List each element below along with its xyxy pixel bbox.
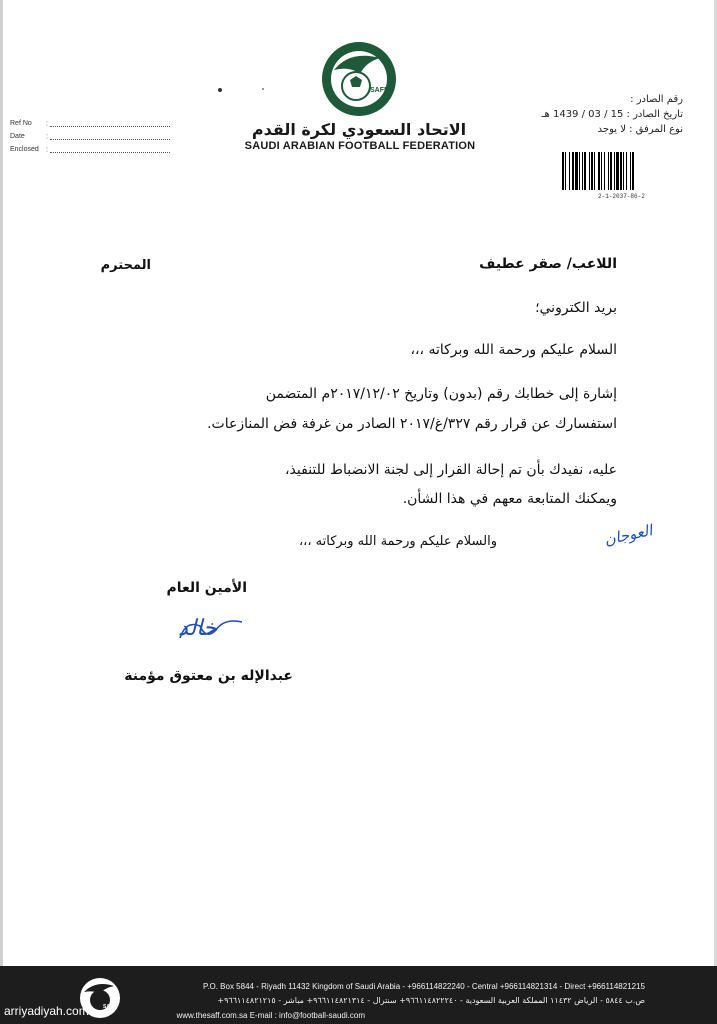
barcode-number: 2-1-2037-86-2 <box>598 193 645 200</box>
enclosed-label: Enclosed <box>10 146 39 154</box>
federation-name-arabic: الاتحاد السعودي لكرة القدم <box>251 120 467 139</box>
scan-mark <box>218 88 222 92</box>
logo-text: SAFF <box>370 87 389 94</box>
enclosed-field <box>10 146 170 153</box>
saff-logo <box>320 40 398 118</box>
separator: : <box>46 133 48 141</box>
footer-bar <box>0 966 717 1024</box>
issue-date: تاريخ الصادر : 15 / 03 / 1439 هـ <box>541 109 683 120</box>
barcode-bar <box>634 152 635 190</box>
date-field <box>10 133 170 140</box>
signature-stroke <box>176 612 248 646</box>
footer-address-arabic: ص.ب ٥٨٤٤ - الرياض ١١٤٣٢ المملكة العربية السعودية - ٩٦٦١١٤٨٢٢٢٤٠+ سنترال - ٩٦٦١١٤٨٢١٣١٤+ مباشر - ٩٦٦١١٤٨٢١٢١٥+ <box>217 996 645 1005</box>
signature: خالد <box>178 616 217 641</box>
paragraph-2-line-1: عليه، نفيدك بأن تم إحالة القرار إلى لجنة الانضباط للتنفيذ، <box>285 462 617 478</box>
ref-no-dots <box>50 120 170 127</box>
date-dots <box>50 133 170 140</box>
signatory-name: عبدالإله بن معتوق مؤمنة <box>124 668 293 684</box>
date-label: Date <box>10 133 25 141</box>
handwritten-note: العوجان <box>602 521 654 549</box>
paragraph-1-line-2: استفسارك عن قرار رقم ٣٢٧/غ/٢٠١٧ الصادر من غرفة فض المنازعات. <box>207 416 617 432</box>
footer-logo-text: SAFF <box>103 1004 117 1010</box>
ref-no-label: Ref No <box>10 120 32 128</box>
federation-name-english: SAUDI ARABIAN FOOTBALL FEDERATION <box>244 140 476 152</box>
honorific: المحترم <box>100 258 151 273</box>
paragraph-1-line-1: إشارة إلى خطابك رقم (بدون) وتاريخ ٢٠١٧/١٢/٠٢م المتضمن <box>265 386 617 402</box>
footer-address-english: P.O. Box 5844 - Riyadh 11432 Kingdom of Saudi Arabia - +966114822240 - Central +966114821314 - Direct +966114821215 <box>202 982 645 991</box>
closing: والسلام عليكم ورحمة الله وبركاته ،،، <box>298 534 497 549</box>
separator: : <box>46 120 48 128</box>
signatory-title: الأمين العام <box>166 580 247 596</box>
footer-contact: www.thesaff.com.sa E-mail : info@football-saudi.com <box>176 1011 365 1020</box>
separator: : <box>46 146 48 154</box>
greeting: السلام عليكم ورحمة الله وبركاته ،،، <box>410 342 617 358</box>
addressee: اللاعب/ صقر عطيف <box>479 256 617 272</box>
enclosed-dots <box>50 146 170 153</box>
paragraph-2-line-2: ويمكنك المتابعة معهم في هذا الشأن. <box>402 491 617 507</box>
ref-no-field <box>10 120 170 127</box>
barcode <box>562 152 686 190</box>
scan-mark <box>262 88 264 90</box>
site-watermark: arriyadiyah.com <box>4 1004 89 1018</box>
page-edge-left <box>0 0 3 1024</box>
attachment-type: نوع المرفق : لا يوجد <box>597 124 683 135</box>
delivery-method: بريد الكتروني؛ <box>535 300 617 316</box>
issue-number: رقم الصادر : <box>630 94 683 105</box>
